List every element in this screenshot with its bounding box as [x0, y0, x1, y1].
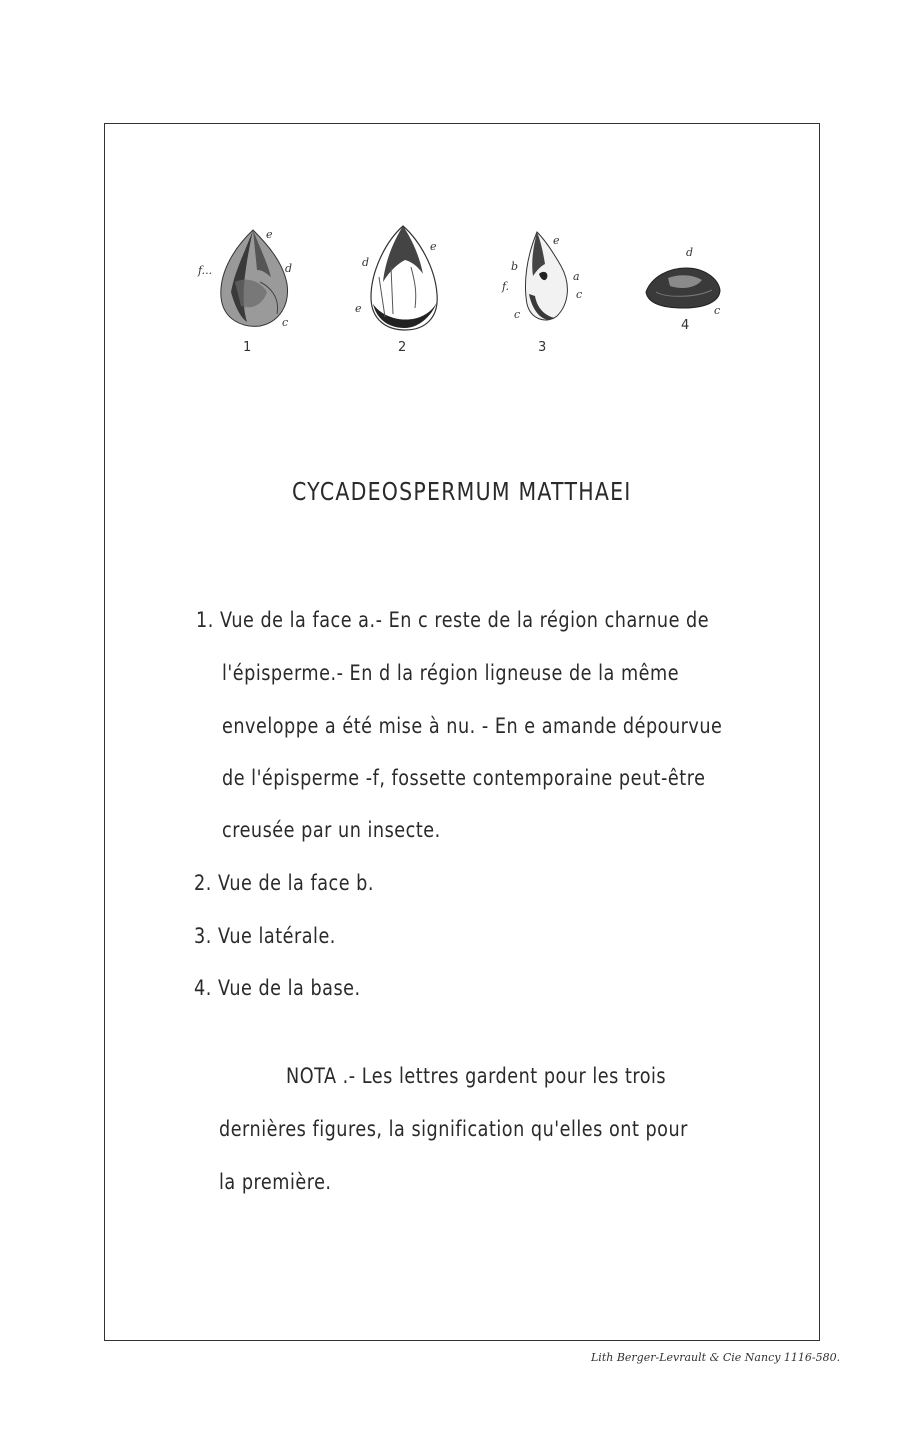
label-c: c — [576, 288, 583, 301]
legend-line: l'épisperme.- En d la région ligneuse de la même — [222, 661, 680, 685]
legend-line: 4. Vue de la base. — [194, 976, 361, 1000]
seed-figure-2 — [365, 222, 445, 334]
label-e: e — [355, 302, 362, 315]
legend-line: de l'épisperme -f, fossette contemporaine peut-être — [222, 766, 706, 790]
figure-number: 3 — [538, 340, 547, 355]
legend-line: creusée par un insecte. — [222, 818, 441, 842]
seed-figure-3 — [515, 228, 575, 328]
label-c: c — [282, 316, 289, 329]
label-d: d — [686, 246, 694, 259]
label-c: c — [514, 308, 521, 321]
label-f: f... — [198, 264, 213, 277]
label-b: b — [511, 260, 519, 273]
figure-number: 1 — [243, 340, 252, 355]
legend-line: enveloppe a été mise à nu. - En e amande dépourvue — [222, 714, 723, 738]
legend-line: 2. Vue de la face b. — [194, 871, 374, 895]
nota-line: NOTA .- Les lettres gardent pour les trois — [286, 1064, 667, 1088]
label-c: c — [714, 304, 721, 317]
printer-imprint: Lith Berger-Levrault & Cie Nancy 1116-580. — [591, 1351, 841, 1364]
label-e: e — [430, 240, 437, 253]
label-d: d — [362, 256, 370, 269]
seed-figure-4 — [642, 262, 724, 312]
seed-figure-1 — [205, 222, 305, 332]
label-e: e — [266, 228, 273, 241]
label-f: f. — [502, 280, 510, 293]
nota-line: dernières figures, la signification qu'elles ont pour — [219, 1117, 688, 1141]
plate-title: CYCADEOSPERMUM MATTHAEI — [292, 477, 632, 506]
figures-row — [0, 0, 915, 380]
label-e: e — [553, 234, 560, 247]
legend-line: 1. Vue de la face a.- En c reste de la région charnue de — [196, 608, 710, 632]
label-a: a — [573, 270, 580, 283]
nota-line: la première. — [219, 1170, 332, 1194]
legend-line: 3. Vue latérale. — [194, 924, 336, 948]
label-d: d — [285, 262, 293, 275]
figure-number: 2 — [398, 340, 407, 355]
figure-number: 4 — [681, 318, 690, 333]
